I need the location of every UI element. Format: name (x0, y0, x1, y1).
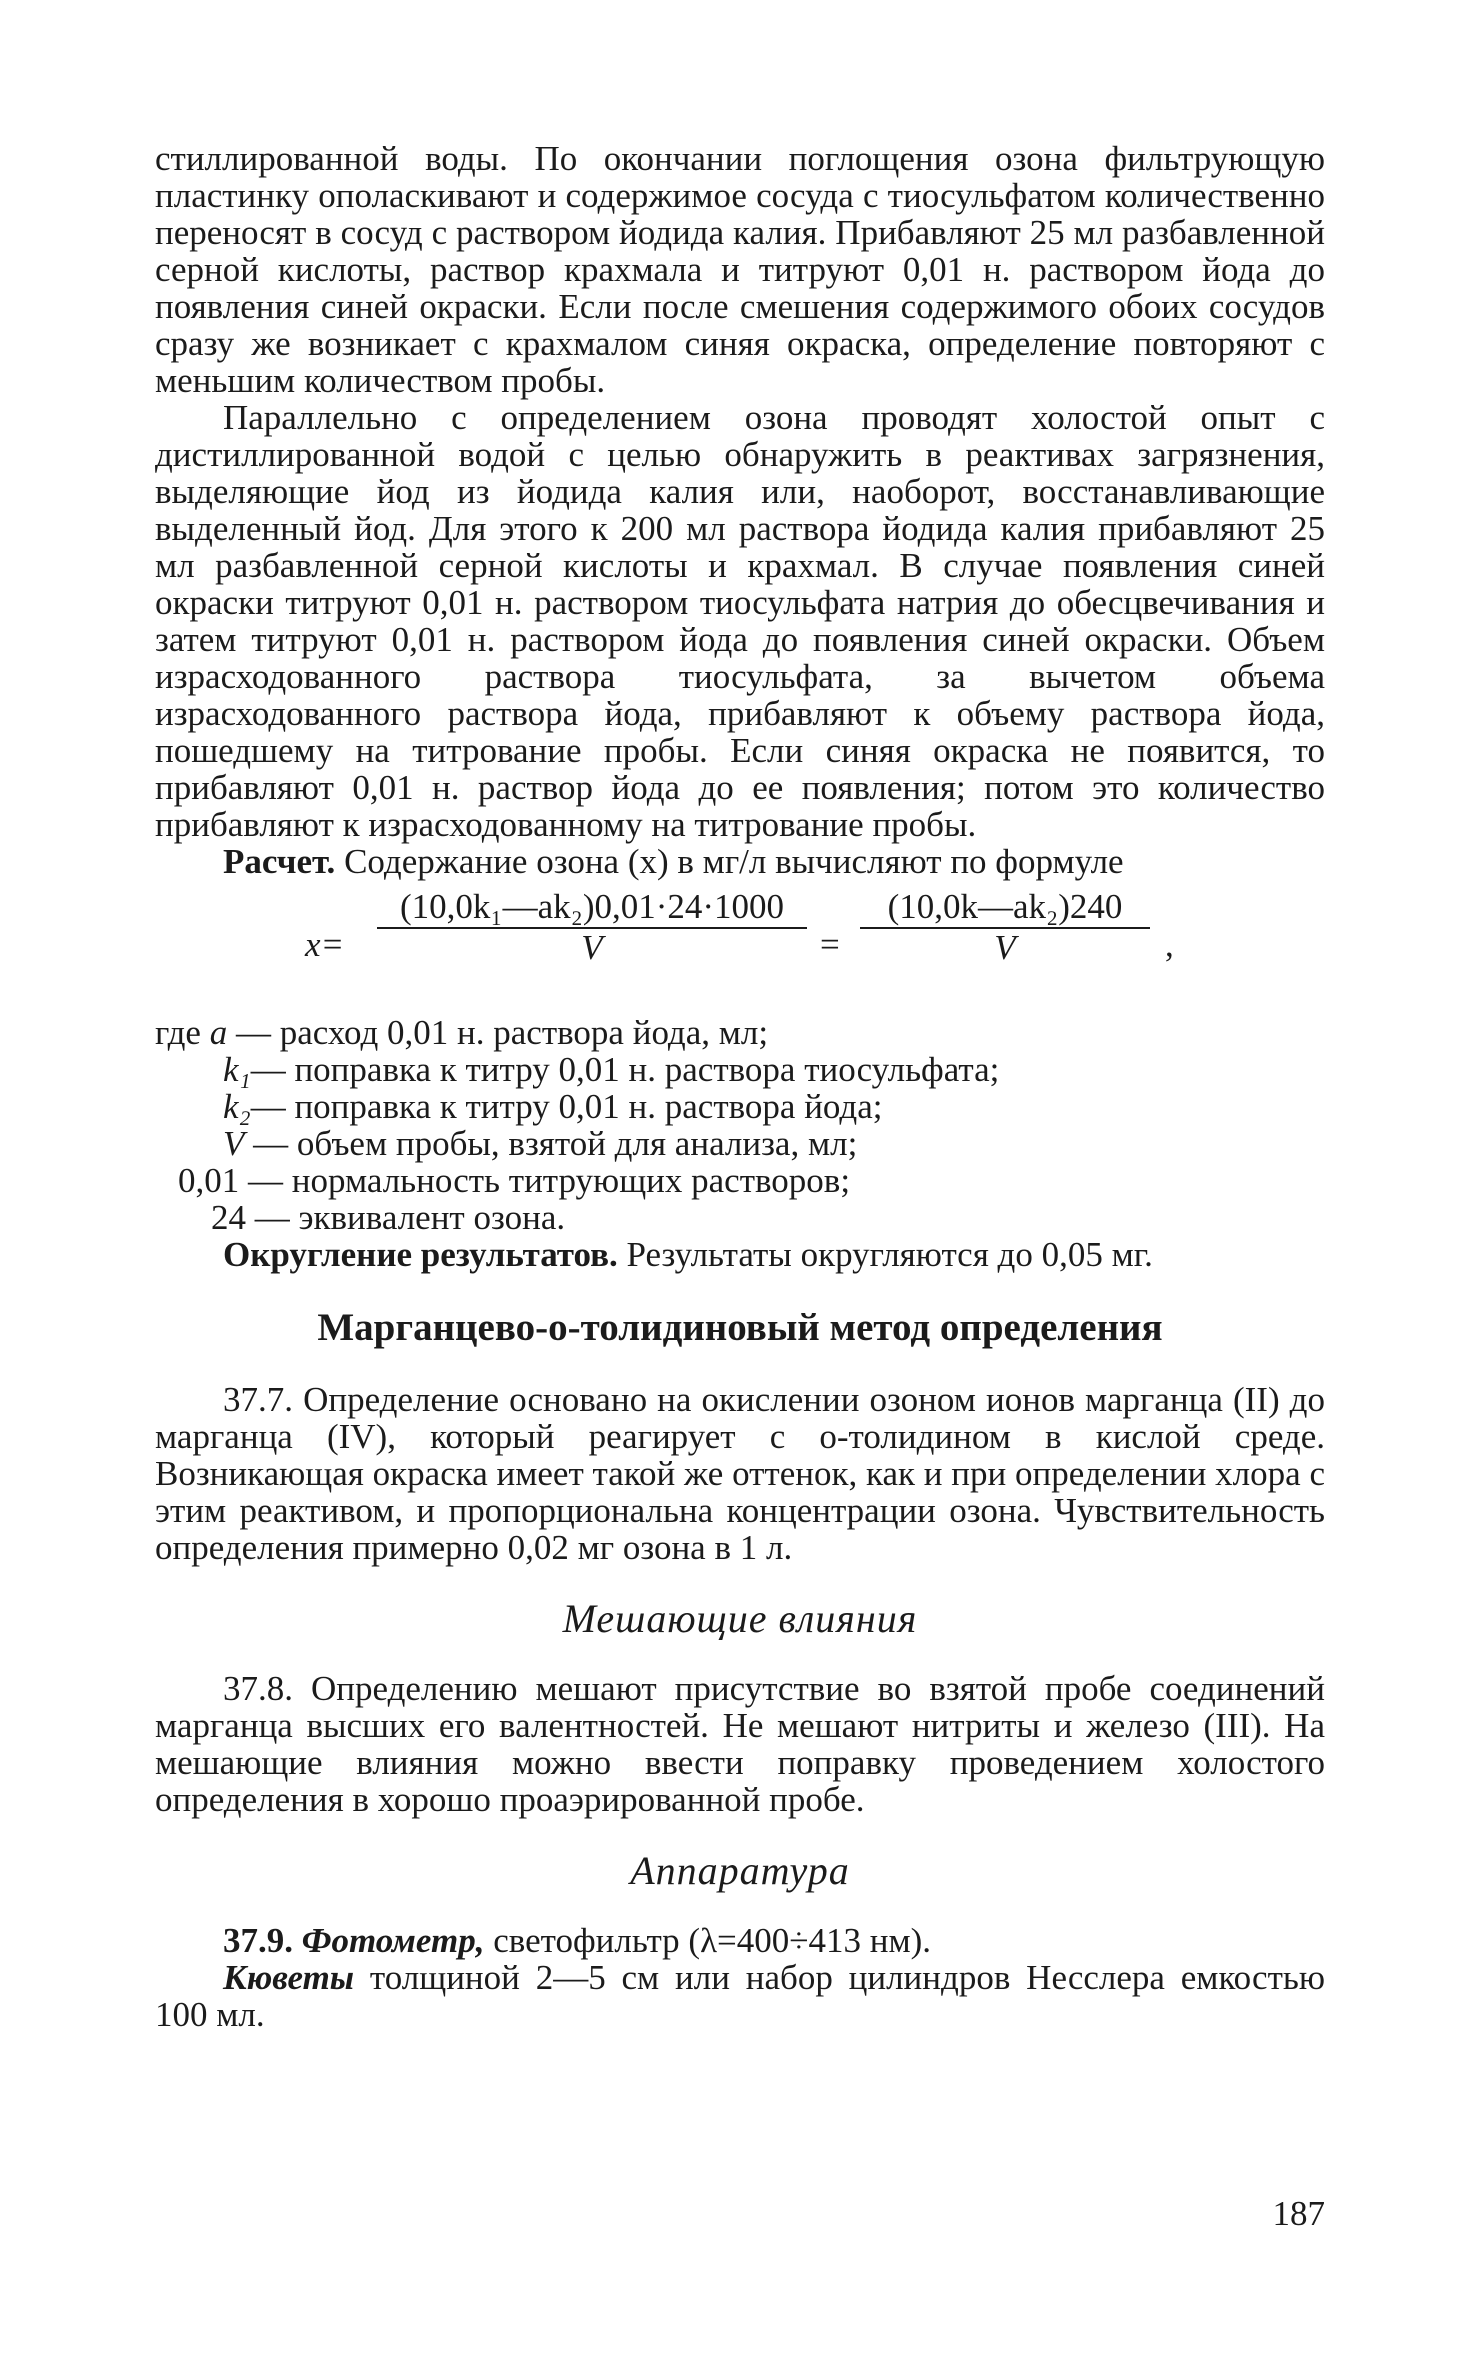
calc-text: Содержание озона (x) в мг/л вычисляют по формуле (344, 842, 1124, 881)
paragraph-37-9-cuvettes (155, 1959, 1325, 2033)
definition-text: — нормальность титрующих растворов; (239, 1161, 851, 1200)
fraction-2-numerator: (10,0k—ak₂)240 (887, 887, 1123, 926)
apparatus-cuvettes: Кюветы (223, 1958, 355, 1997)
variable-definitions (155, 1014, 1325, 1236)
rounding-label: Округление результатов. (223, 1235, 618, 1274)
paragraph-37-9 (155, 1922, 1325, 1959)
paragraph-continued: стиллированной воды. По окончании поглощения озона фильтрующую пластинку ополаскивают и содержимое сосуда с тиосульфатом количественно переносят в сосуд с раствором йодида калия. Прибавляют 25 мл разбавленной серной кислоты, раствор крахмала и титруют 0,01 н. раствором йода до появления синей окраски. Если после смешения содержимого обоих сосудов сразу же возникает с крахмалом синяя окраска, определение повторяют с меньшим количеством пробы. (155, 139, 1325, 400)
definition-symbol: k₂ (223, 1087, 251, 1126)
definition-symbol: 24 (211, 1198, 246, 1237)
apparatus-photometer-text: светофильтр (λ=400÷413 нм). (493, 1921, 932, 1960)
definition-symbol: k₁ (223, 1050, 251, 1089)
definition-k2 (155, 1088, 1325, 1125)
clause-text: Определение основано на окислении озоном ионов марганца (II) до марганца (IV), который реагирует с о-толидином в кислой среде. Возникающая окраска имеет такой же оттенок, как и при определении хлора с этим реактивом, и пропорциональна концентрации озона. Чувствительность определения примерно 0,02 мг озона в 1 л. (155, 1380, 1325, 1567)
definition-v (155, 1125, 1325, 1162)
apparatus-photometer: Фотометр, (301, 1921, 485, 1960)
section-title: Марганцево-о-толидиновый метод определения (317, 1306, 1163, 1349)
definition-text: — поправка к титру 0,01 н. раствора тиосульфата; (250, 1050, 1000, 1089)
formula-lhs: x= (305, 925, 345, 964)
definition-text: — эквивалент озона. (246, 1198, 566, 1237)
definition-text: — расход 0,01 н. раствора йода, мл; (227, 1013, 769, 1052)
definition-symbol: a (209, 1013, 228, 1052)
calc-paragraph (155, 843, 1325, 880)
page-body (155, 140, 1325, 2033)
definition-normality (155, 1162, 1325, 1199)
definition-symbol: 0,01 (178, 1161, 240, 1200)
formula-fraction-2 (860, 888, 1150, 966)
rounding-paragraph (155, 1236, 1325, 1273)
definition-symbol: V (223, 1124, 245, 1163)
clause-text: Определению мешают присутствие во взятой пробе соединений марганца высших его валентностей. Не мешают нитриты и железо (III). На мешающие влияния можно ввести поправку проведением холостого определения в хорошо проаэрированной пробе. (155, 1669, 1325, 1819)
formula-equals: = (820, 925, 840, 964)
clause-number: 37.7. (223, 1380, 293, 1419)
apparatus-cuvettes-text: толщиной 2—5 см или набор цилиндров Несслера емкостью 100 мл. (155, 1958, 1325, 2034)
paragraph-blank-test: Параллельно с определением озона проводят холостой опыт с дистиллированной водой с целью обнаружить в реактивах загрязнения, выделяющие йод из йодида калия или, наоборот, восстанавливающие выделенный йод. Для этого к 200 мл раствора йодида калия прибавляют 25 мл разбавленной серной кислоты и крахмал. В случае появления синей окраски титруют 0,01 н. раствором тиосульфата натрия до обесцвечивания и затем титруют 0,01 н. раствором йода до появления синей окраски. Объем израсходованного раствора тиосульфата, за вычетом объема израсходованного раствора йода, прибавляют к объему раствора йода, пошедшему на титрование пробы. Если синяя окраска не появится, то прибавляют 0,01 н. раствор йода до ее появления; потом это количество прибавляют к израсходованному на титрование пробы. (155, 398, 1325, 844)
page-number: 187 (1272, 2194, 1325, 2233)
definition-prefix: где (155, 1013, 210, 1052)
clause-number: 37.9. (223, 1921, 293, 1960)
paragraph-37-8 (155, 1670, 1325, 1818)
formula-tail: , (1165, 925, 1174, 964)
fraction-1-numerator: (10,0k₁—ak₂)0,01·24·1000 (399, 887, 785, 926)
clause-number: 37.8. (223, 1669, 293, 1708)
rounding-text: Результаты округляются до 0,05 мг. (626, 1235, 1153, 1274)
subsection-interferences: Мешающие влияния (562, 1596, 918, 1641)
definition-text: — поправка к титру 0,01 н. раствора йода; (250, 1087, 883, 1126)
definition-text: — объем пробы, взятой для анализа, мл; (244, 1124, 858, 1163)
calc-label: Расчет. (223, 842, 336, 881)
fraction-1-denominator: V (581, 928, 603, 967)
definition-k1 (155, 1051, 1325, 1088)
fraction-2-denominator: V (994, 928, 1016, 967)
ozone-formula (155, 886, 1325, 1006)
subsection-apparatus: Аппаратура (630, 1848, 850, 1893)
definition-a (155, 1014, 1325, 1051)
definition-equivalent (155, 1199, 1325, 1236)
paragraph-37-7 (155, 1381, 1325, 1566)
formula-fraction-1 (377, 888, 807, 966)
